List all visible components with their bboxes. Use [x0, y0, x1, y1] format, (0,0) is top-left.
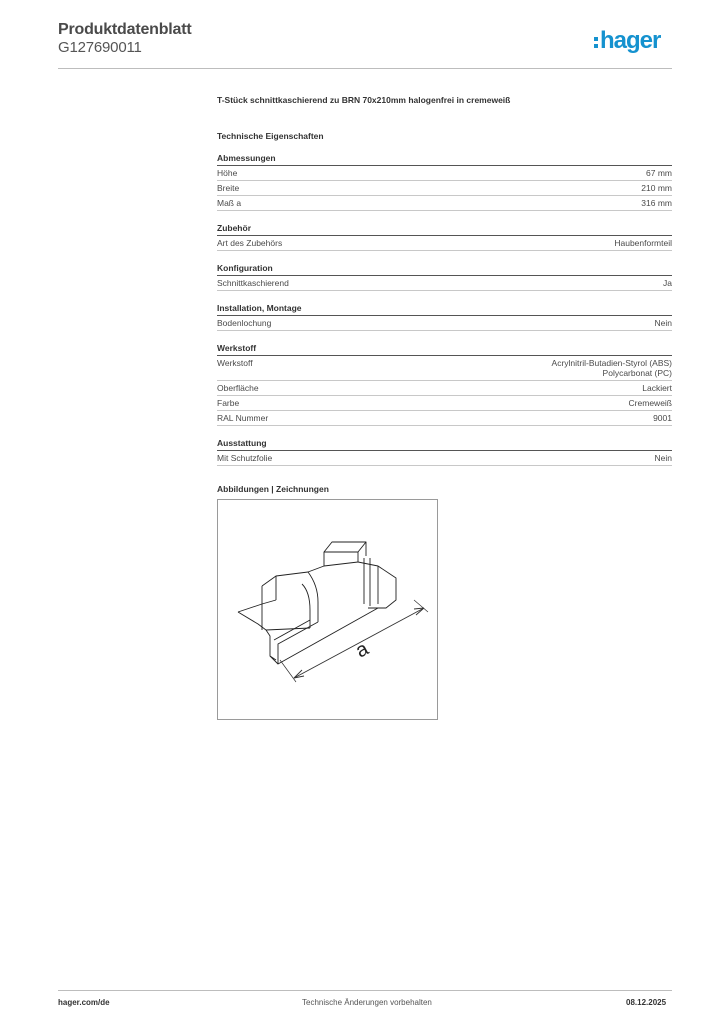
row-value: Nein — [654, 318, 672, 328]
row-label: Werkstoff — [217, 358, 253, 368]
row-label: Oberfläche — [217, 383, 259, 393]
table-row — [217, 236, 672, 251]
group-title: Werkstoff — [217, 343, 672, 356]
group-abmessungen — [217, 153, 672, 211]
row-value: 210 mm — [641, 183, 672, 193]
row-label: Maß a — [217, 198, 242, 208]
product-title: T-Stück schnittkaschierend zu BRN 70x210mm halogenfrei in cremeweiß — [217, 95, 511, 105]
row-value: Lackiert — [642, 383, 672, 393]
article-number: G127690011 — [58, 39, 142, 56]
table-row — [217, 411, 672, 426]
table-row — [217, 166, 672, 181]
row-value: Nein — [654, 453, 672, 463]
row-value: 9001 — [653, 413, 672, 423]
table-row — [217, 276, 672, 291]
footer-note: Technische Änderungen vorbehalten — [302, 998, 432, 1007]
table-row — [217, 356, 672, 381]
row-value: Haubenformteil — [614, 238, 672, 248]
row-value: Cremeweiß — [628, 398, 672, 408]
table-row — [217, 451, 672, 466]
logo-dots-icon — [594, 37, 598, 48]
group-ausstattung — [217, 438, 672, 466]
hager-logo[interactable] — [594, 27, 660, 55]
datasheet-content — [217, 95, 672, 494]
row-value-line-1: Acrylnitril-Butadien-Styrol (ABS) — [551, 358, 672, 368]
group-title: Zubehör — [217, 223, 672, 236]
row-label: Bodenlochung — [217, 318, 272, 328]
document-title: Produktdatenblatt — [58, 21, 192, 38]
t-piece-drawing-icon — [218, 500, 437, 719]
row-label: Mit Schutzfolie — [217, 453, 273, 463]
technical-drawing — [217, 499, 438, 720]
dimension-label: a — [352, 637, 373, 663]
row-value: 316 mm — [641, 198, 672, 208]
table-row — [217, 396, 672, 411]
group-title: Installation, Montage — [217, 303, 672, 316]
images-section-title: Abbildungen | Zeichnungen — [217, 484, 329, 494]
row-label: Breite — [217, 183, 240, 193]
table-row — [217, 196, 672, 211]
footer-date: 08.12.2025 — [626, 998, 667, 1007]
group-werkstoff — [217, 343, 672, 426]
group-title: Konfiguration — [217, 263, 672, 276]
row-label: RAL Nummer — [217, 413, 269, 423]
group-title: Ausstattung — [217, 438, 672, 451]
row-value-line-2: Polycarbonat (PC) — [602, 368, 672, 378]
row-label: Art des Zubehörs — [217, 238, 283, 248]
group-konfiguration — [217, 263, 672, 291]
technical-properties-title: Technische Eigenschaften — [217, 131, 324, 141]
logo-text: hager — [600, 27, 661, 54]
header-divider — [58, 68, 672, 69]
row-value — [552, 358, 672, 378]
table-row — [217, 316, 672, 331]
group-title: Abmessungen — [217, 153, 672, 166]
table-row — [217, 381, 672, 396]
row-value: 67 mm — [646, 168, 672, 178]
row-label: Höhe — [217, 168, 238, 178]
row-label: Farbe — [217, 398, 240, 408]
group-installation — [217, 303, 672, 331]
table-row — [217, 181, 672, 196]
footer-divider — [58, 990, 672, 991]
group-zubehoer — [217, 223, 672, 251]
footer-website[interactable]: hager.com/de — [58, 998, 110, 1007]
row-value: Ja — [663, 278, 672, 288]
row-label: Schnittkaschierend — [217, 278, 289, 288]
